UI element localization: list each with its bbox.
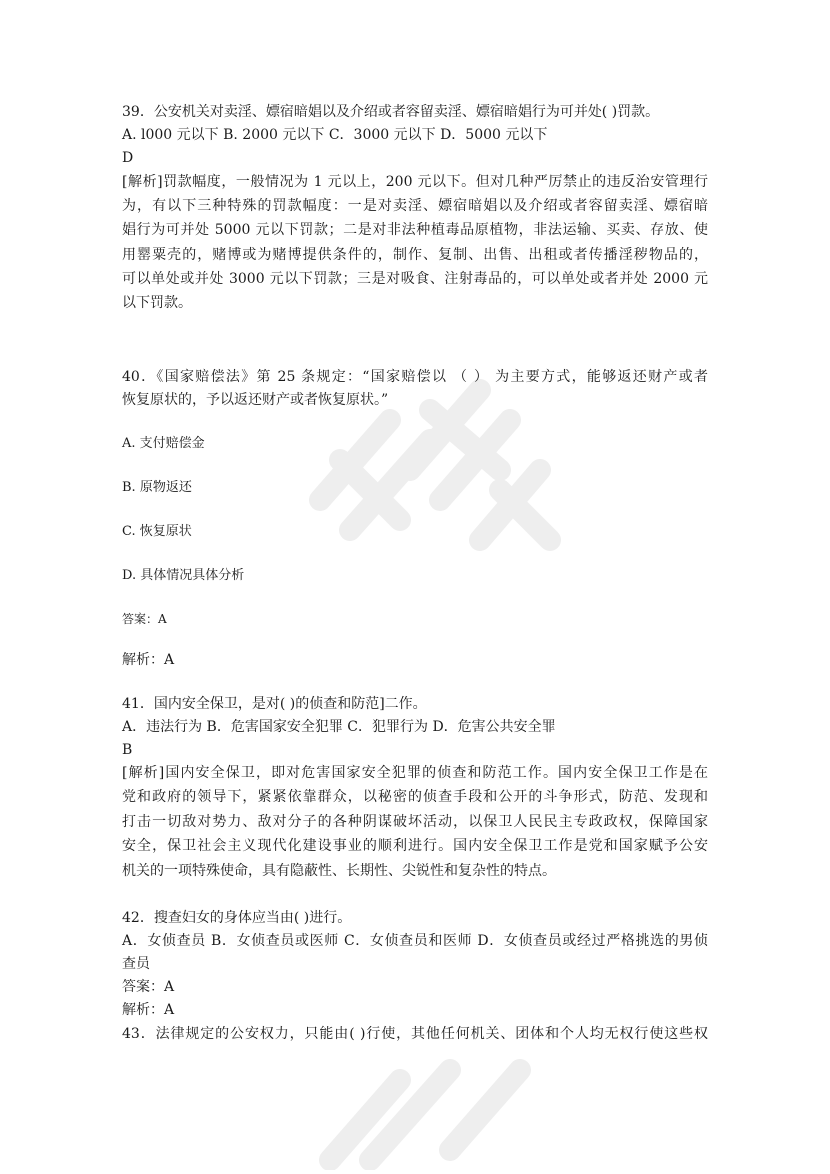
question-40-option-d: D. 具体情况具体分析	[122, 568, 245, 583]
question-39-analysis-line: [解析]罚款幅度，一般情况为 1 元以上，200 元以下。但对几种严厉禁止的违反治安管理行	[122, 174, 708, 190]
question-40-option-a: A. 支付赔偿金	[122, 436, 205, 451]
question-41-analysis-line: 党和政府的领导下，紧紧依靠群众，以秘密的侦查手段和公开的斗争形式，防范、发现和	[122, 789, 708, 805]
question-41-analysis-line: [解析]国内安全保卫，即对危害国家安全犯罪的侦查和防范工作。国内安全保卫工作是在	[122, 765, 708, 781]
question-39-analysis-line: 可以单处或并处 3000 元以下罚款；三是对吸食、注射毒品的，可以单处或者并处 2000 元	[122, 271, 708, 287]
question-39-analysis-line: 为，有以下三种特殊的罚款幅度：一是对卖淫、嫖宿暗娼以及介绍或者容留卖淫、嫖宿暗	[122, 198, 708, 214]
question-40-analysis: 解析：A	[122, 652, 175, 668]
question-39-analysis-line: 用罂粟壳的，赌博或为赌博提供条件的，制作、复制、出售、出租或者传播淫秽物品的，	[122, 247, 708, 263]
question-42-options: 查员	[122, 956, 150, 972]
question-42: 42．搜查妇女的身体应当由( )进行。	[122, 910, 352, 926]
question-42-analysis: 解析：A	[122, 1002, 175, 1018]
question-39: 39．公安机关对卖淫、嫖宿暗娼以及介绍或者容留卖淫、嫖宿暗娼行为可并处( )罚款。	[122, 104, 660, 120]
question-40-option-b: B. 原物返还	[122, 480, 192, 495]
question-40: 恢复原状的，予以返还财产或者恢复原状。”	[122, 392, 389, 408]
question-41-analysis-line: 打击一切敌对势力、敌对分子的各种阴谋破坏活动，以保卫人民民主专政政权，保障国家	[122, 814, 708, 830]
question-42-options: A．女侦查员 B．女侦查员或医师 C．女侦查员和医师 D．女侦查员或经过严格挑选的男侦	[122, 933, 708, 949]
question-43: 43．法律规定的公安权力，只能由( )行使，其他任何机关、团体和个人均无权行使这些权	[122, 1026, 708, 1042]
question-39-analysis-line: 娼行为可并处 5000 元以下罚款；二是对非法种植毒品原植物，非法运输、买卖、存放、使	[122, 222, 708, 238]
question-41-analysis-line: 安全，保卫社会主义现代化建设事业的顺利进行。国内安全保卫工作是党和国家赋予公安	[122, 838, 708, 854]
question-40: 40．《国家赔偿法》第 25 条规定：“国家赔偿以 （ ） 为主要方式，能够返还财产或者	[122, 369, 708, 385]
question-39-answer: D	[122, 150, 134, 166]
question-39-analysis-line: 以下罚款。	[122, 295, 192, 311]
question-40-answer: 答案：A	[122, 612, 167, 626]
question-42-answer: 答案：A	[122, 979, 175, 995]
question-41-answer: B	[122, 742, 133, 758]
question-39-options: A. l000 元以下 B. 2000 元以下 C．3000 元以下 D．5000 元以下	[122, 127, 548, 143]
question-41-options: A．违法行为 B．危害国家安全犯罪 C．犯罪行为 D．危害公共安全罪	[122, 719, 556, 735]
question-41-analysis-line: 机关的一项特殊使命，具有隐蔽性、长期性、尖锐性和复杂性的特点。	[122, 863, 556, 879]
watermark-logo	[280, 300, 580, 600]
question-41: 41．国内安全保卫，是对( )的侦查和防范]二作。	[122, 696, 427, 712]
question-40-option-c: C. 恢复原状	[122, 524, 192, 539]
